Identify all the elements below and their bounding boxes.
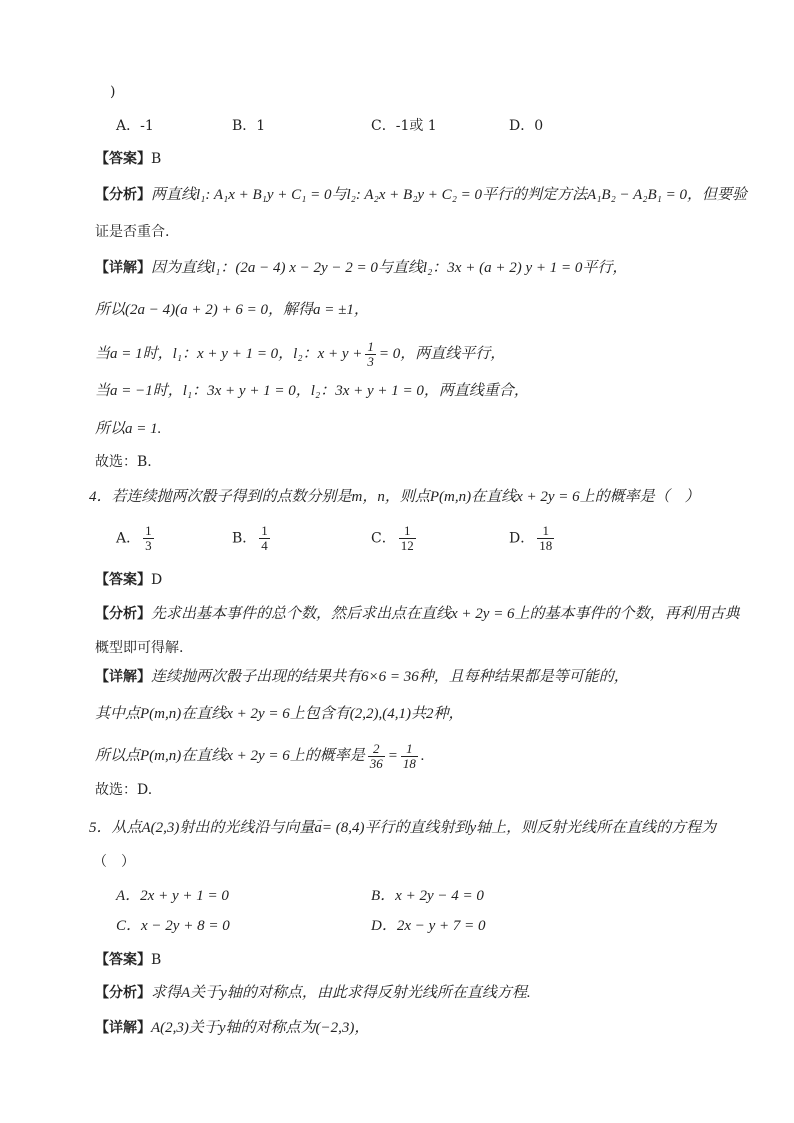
detail-tag: 【详解】 <box>95 260 151 276</box>
q3-stem-tail: ) <box>110 84 116 100</box>
q4-stem: 4．若连续抛两次骰子得到的点数分别是m，n，则点P(m,n)在直线x + 2y = 6上的概率是（ ） <box>89 489 700 505</box>
option-value: x + 2y − 4 = 0 <box>395 888 484 904</box>
equals-sign: = <box>387 747 398 764</box>
q4-option-a <box>116 524 157 553</box>
q5-option-b <box>371 886 484 906</box>
analysis-text: 先求出基本事件的总个数，然后求出点在直线x + 2y = 6上的基本事件的个数，再利用古典 <box>151 606 740 622</box>
answer-value: B <box>151 952 162 968</box>
option-value: x − 2y + 8 = 0 <box>141 918 230 934</box>
vector-letter: a <box>314 820 322 836</box>
q5-answer <box>95 950 161 970</box>
detail-text: 所以点P(m,n)在直线x + 2y = 6上的概率是 <box>95 747 365 764</box>
q3-option-d <box>509 116 543 136</box>
detail-tag: 【详解】 <box>95 1020 151 1036</box>
answer-tag: 【答案】 <box>95 151 151 167</box>
q4-detail-line-2: 其中点P(m,n)在直线x + 2y = 6上包含有(2,2),(4,1)共2种， <box>95 706 464 722</box>
q3-option-a <box>116 116 154 136</box>
option-label: B． <box>232 530 257 547</box>
option-label: C． <box>116 918 142 934</box>
detail-text: . <box>420 747 425 764</box>
fraction <box>368 742 385 771</box>
fraction <box>143 524 154 553</box>
answer-tag: 【答案】 <box>95 572 151 588</box>
option-label: D． <box>371 918 397 934</box>
vector-a <box>314 814 325 838</box>
option-label: D． <box>509 530 535 547</box>
q5-option-c <box>116 916 230 936</box>
q3-detail-line-1 <box>95 258 627 278</box>
fraction <box>365 340 376 369</box>
q4-detail-line-3 <box>95 742 425 771</box>
detail-tag: 【详解】 <box>95 669 151 685</box>
q4-analysis-line-2: 概型即可得解. <box>95 640 184 656</box>
q5-detail-line-1 <box>95 1018 369 1038</box>
fraction <box>259 524 270 553</box>
fraction <box>401 742 418 771</box>
q4-conclusion: 故选：D. <box>95 782 153 798</box>
fraction-denominator: 18 <box>539 538 553 553</box>
stem-text: = (8,4)平行的直线射到y轴上，则反射光线所在直线的方程为 <box>321 820 717 836</box>
q3-answer <box>95 149 161 169</box>
analysis-tag: 【分析】 <box>95 985 151 1001</box>
option-label: A． <box>116 530 141 547</box>
answer-value: D <box>151 572 163 588</box>
analysis-tag: 【分析】 <box>95 187 151 203</box>
stem-text: 5．从点A(2,3)射出的光线沿与向量 <box>89 820 315 836</box>
q3-conclusion: 故选：B. <box>95 454 152 470</box>
option-value: 0 <box>534 118 544 134</box>
q4-answer <box>95 570 162 590</box>
q5-option-a <box>116 886 229 906</box>
fraction-denominator: 3 <box>145 538 152 553</box>
analysis-text: 求得A关于y轴的对称点，由此求得反射光线所在直线方程. <box>151 985 531 1001</box>
fraction-numerator: 2 <box>373 741 380 756</box>
q5-analysis-line-1 <box>95 983 531 1003</box>
q3-detail-line-3 <box>95 340 505 369</box>
q3-option-c <box>371 116 437 136</box>
option-value: 2x + y + 1 = 0 <box>140 888 229 904</box>
q5-stem-line-2: （ ） <box>93 854 135 870</box>
detail-text: = 0，两直线平行， <box>378 345 506 362</box>
answer-value: B <box>151 151 162 167</box>
fraction <box>537 524 554 553</box>
q4-option-b <box>232 524 273 553</box>
fraction-numerator: 1 <box>261 523 268 538</box>
q3-analysis-line-1 <box>95 185 747 205</box>
q5-stem-line-1 <box>89 814 717 838</box>
q3-detail-line-4: 当a = −1时，l₁：3x + y + 1 = 0，l₂：3x + y + 1 = 0，两直线重合， <box>95 383 529 399</box>
option-label: C． <box>371 118 396 134</box>
fraction-numerator: 1 <box>406 741 413 756</box>
answer-tag: 【答案】 <box>95 952 151 968</box>
fraction-denominator: 36 <box>369 756 383 771</box>
q3-analysis-line-2: 证是否重合. <box>95 224 170 240</box>
fraction-denominator: 4 <box>261 538 268 553</box>
fraction-numerator: 1 <box>403 523 411 538</box>
fraction-numerator: 1 <box>542 523 549 538</box>
detail-text: A(2,3)关于y轴的对称点为(−2,3)， <box>151 1020 370 1036</box>
option-label: D． <box>509 118 535 134</box>
detail-text: 当a = 1时，l₁：x + y + 1 = 0，l₂：x + y + <box>95 345 363 362</box>
q3-option-b <box>232 116 265 136</box>
vector-arrow-icon: → <box>315 814 325 824</box>
fraction-denominator: 18 <box>402 756 416 771</box>
q3-detail-line-5: 所以a = 1. <box>95 421 162 437</box>
detail-text: 因为直线l₁：(2a − 4) x − 2y − 2 = 0与直线l₂：3x + (a + 2) y + 1 = 0平行， <box>151 260 628 276</box>
option-label: A． <box>116 118 141 134</box>
fraction-denominator: 12 <box>400 538 414 553</box>
q5-option-d <box>371 916 486 936</box>
q3-detail-line-2: 所以(2a − 4)(a + 2) + 6 = 0，解得a = ±1， <box>95 302 369 318</box>
analysis-tag: 【分析】 <box>95 606 151 622</box>
q4-option-d <box>509 524 557 553</box>
option-value: -1 <box>140 118 154 134</box>
option-label: C． <box>371 530 396 547</box>
option-value: 1 <box>256 118 266 134</box>
option-label: B． <box>232 118 257 134</box>
q4-analysis-line-1 <box>95 604 740 624</box>
option-label: B． <box>371 888 396 904</box>
detail-text: 连续抛两次骰子出现的结果共有6×6 = 36种，且每种结果都是等可能的， <box>151 669 629 685</box>
analysis-text: 两直线l₁: A₁x + B₁y + C₁ = 0与l₂: A₂x + B₂y + C₂ = 0平行的判定方法A₁B₂ − A₂B₁ = 0，但要验 <box>151 187 748 203</box>
option-label: A． <box>116 888 141 904</box>
q4-option-c <box>371 524 419 553</box>
q4-detail-line-1 <box>95 667 629 687</box>
fraction <box>399 524 416 553</box>
option-value: -1或 1 <box>395 118 437 134</box>
fraction-denominator: 3 <box>367 354 374 369</box>
fraction-numerator: 1 <box>367 339 374 354</box>
fraction-numerator: 1 <box>145 523 152 538</box>
option-value: 2x − y + 7 = 0 <box>396 918 486 934</box>
